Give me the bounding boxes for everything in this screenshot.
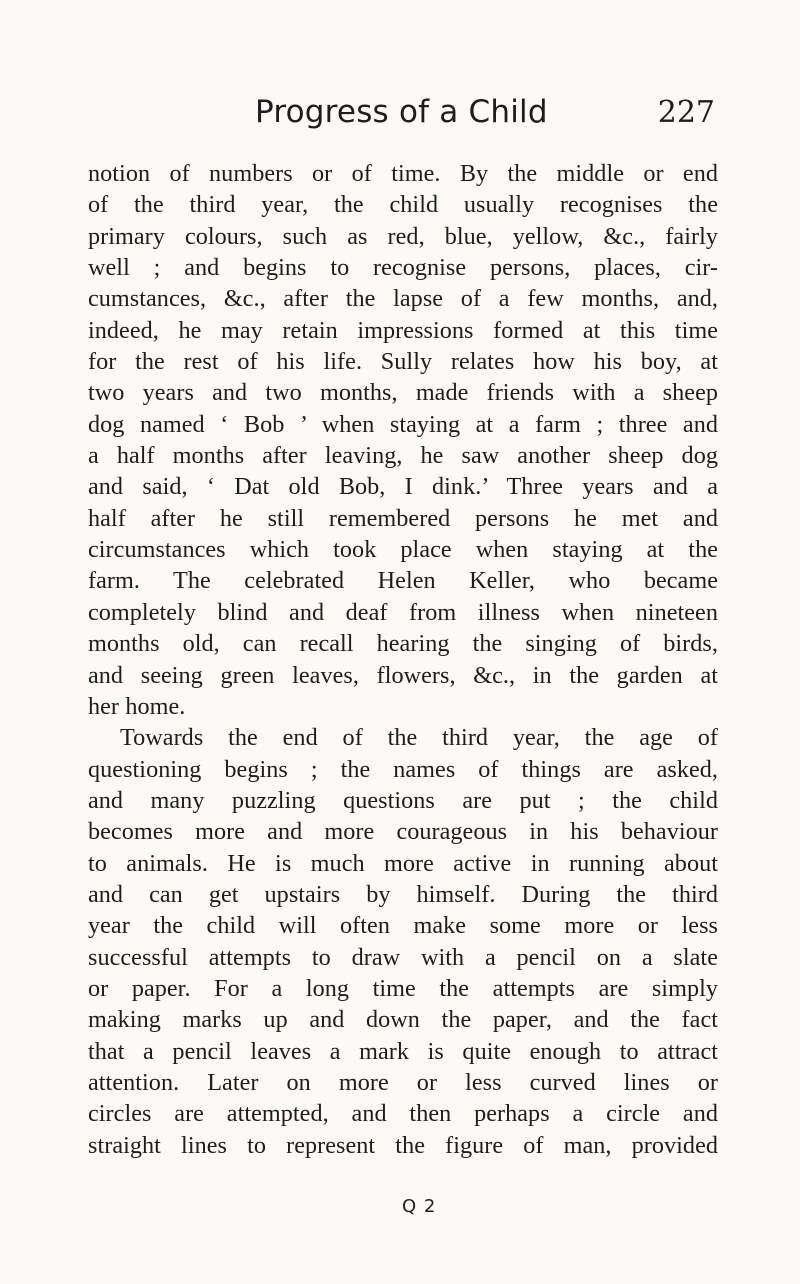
text-line-32: straight lines to represent the figure of man, provided: [88, 1131, 718, 1159]
text-line-24: and can get upstairs by himself. During the third: [88, 880, 718, 908]
text-line-30: attention. Later on more or less curved lines or: [88, 1068, 718, 1096]
page-number: 227: [657, 95, 715, 130]
text-line-10: a half months after leaving, he saw another sheep dog: [88, 442, 718, 470]
text-line-12: half after he still remembered persons he met and: [88, 504, 718, 532]
signature-mark: Q 2: [402, 1196, 437, 1217]
text-line-4: well ; and begins to recognise persons, places, cir-: [88, 254, 718, 282]
text-line-8: two years and two months, made friends with a sheep: [88, 379, 718, 407]
text-line-2: of the third year, the child usually recognises the: [88, 191, 718, 219]
text-line-25: year the child will often make some more or less: [88, 912, 718, 940]
text-line-19: Towards the end of the third year, the age of: [120, 724, 718, 752]
text-line-5: cumstances, &c., after the lapse of a few months, and,: [88, 285, 718, 313]
text-line-16: months old, can recall hearing the singing of birds,: [88, 630, 718, 658]
text-line-7: for the rest of his life. Sully relates how his boy, at: [88, 348, 718, 376]
text-line-31: circles are attempted, and then perhaps a circle and: [88, 1100, 718, 1128]
text-line-9: dog named ‘ Bob ’ when staying at a farm ; three and: [88, 410, 718, 438]
text-line-17: and seeing green leaves, flowers, &c., in the garden at: [88, 661, 718, 689]
text-line-21: and many puzzling questions are put ; the child: [88, 786, 718, 814]
text-line-18: her home.: [88, 692, 186, 720]
text-line-23: to animals. He is much more active in running about: [88, 849, 718, 877]
text-line-1: notion of numbers or of time. By the middle or end: [88, 160, 718, 187]
text-line-22: becomes more and more courageous in his behaviour: [88, 818, 718, 846]
text-line-11: and said, ‘ Dat old Bob, I dink.’ Three years and a: [88, 473, 718, 501]
text-line-13: circumstances which took place when staying at the: [88, 536, 718, 564]
running-head: [255, 92, 715, 152]
text-line-28: making marks up and down the paper, and the fact: [88, 1006, 718, 1034]
text-line-15: completely blind and deaf from illness when nineteen: [88, 598, 718, 626]
text-line-26: successful attempts to draw with a pencil on a slate: [88, 943, 718, 971]
text-line-20: questioning begins ; the names of things are asked,: [88, 755, 718, 783]
text-line-27: or paper. For a long time the attempts are simply: [88, 974, 718, 1002]
body-text: [88, 158, 718, 1161]
running-title: Progress of a Child: [255, 94, 548, 130]
text-line-14: farm. The celebrated Helen Keller, who became: [88, 567, 718, 595]
text-line-29: that a pencil leaves a mark is quite enough to attract: [88, 1037, 718, 1065]
text-line-3: primary colours, such as red, blue, yellow, &c., fairly: [88, 222, 718, 250]
text-line-6: indeed, he may retain impressions formed at this time: [88, 316, 718, 344]
